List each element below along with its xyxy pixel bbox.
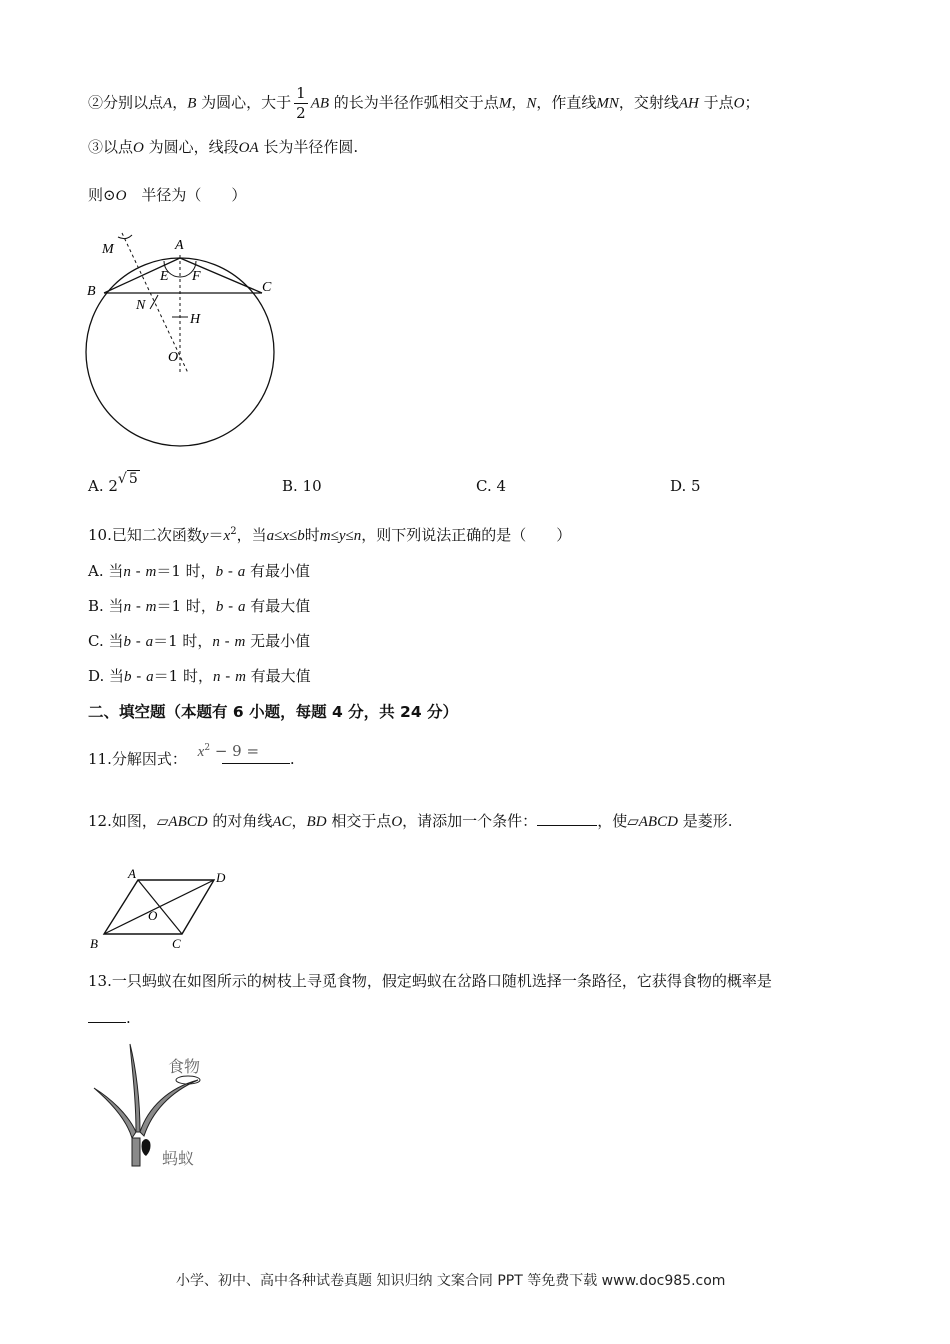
q12-parallelogram-figure bbox=[86, 866, 236, 952]
label-h: H bbox=[190, 312, 201, 327]
q13-text: 13.一只蚂蚁在如图所示的树枝上寻觅食物，假定蚂蚁在岔路口随机选择一条路径，它获得食物的概率是 bbox=[88, 972, 772, 990]
q9-step2: ②分别以点A，B 为圆心，大于 $\frac{1}{2}$ AB 的长为半径作弧相交于点M，N，作直线MN，交射线AH 于点O； bbox=[88, 84, 760, 122]
q9-option-a: A. 2√ 5 bbox=[88, 471, 138, 495]
q10-option-b: B. 当n - m＝1 时，b - a 有最大值 bbox=[88, 597, 311, 615]
label-b: B bbox=[90, 936, 98, 951]
label-ant: 蚂蚁 bbox=[162, 1149, 195, 1168]
label-n: N bbox=[136, 298, 146, 313]
trunk bbox=[132, 1138, 140, 1166]
sqrt-five: √ 5 bbox=[117, 471, 138, 487]
arc-mark-n bbox=[150, 295, 158, 309]
arc-mark-m bbox=[118, 235, 132, 239]
q9-option-c: C. 4 bbox=[476, 477, 507, 495]
label-food: 食物 bbox=[168, 1057, 201, 1076]
q11-expression: $x^2 - 9$ = bbox=[197, 742, 260, 760]
label-f: F bbox=[192, 269, 201, 284]
label-o: O bbox=[168, 350, 179, 365]
label-b: B bbox=[87, 284, 96, 299]
q13-answer-blank[interactable] bbox=[88, 1008, 126, 1023]
segment-ab bbox=[104, 258, 180, 293]
label-a: A bbox=[128, 866, 136, 881]
q11: 11.分解因式： $x^2 - 9$ = . bbox=[88, 742, 295, 768]
label-d: D bbox=[216, 870, 226, 885]
q9-step3: ③以点O 为圆心，线段OA 长为半径作圆. bbox=[88, 138, 359, 156]
right-branch bbox=[140, 1080, 198, 1136]
q12: 12.如图，▱ABCD 的对角线AC，BD 相交于点O，请添加一个条件： ，使▱ABCD 是菱形. bbox=[88, 812, 733, 830]
q10-stem: 10.已知二次函数$y=x^2$，当a≤x≤b时m≤y≤n，则下列说法正确的是（ ） bbox=[88, 526, 572, 544]
q13-branch-figure bbox=[88, 1038, 228, 1173]
label-c: C bbox=[262, 280, 272, 295]
label-e: E bbox=[160, 269, 169, 284]
label-m: M bbox=[102, 242, 114, 257]
q12-answer-blank[interactable] bbox=[537, 811, 597, 826]
label-a: A bbox=[175, 238, 184, 253]
label-o: O bbox=[148, 908, 158, 923]
q9-option-d: D. 5 bbox=[670, 477, 701, 495]
q10-option-c: C. 当b - a＝1 时，n - m 无最小值 bbox=[88, 632, 311, 650]
label-c: C bbox=[172, 936, 181, 951]
middle-branch bbox=[130, 1044, 140, 1132]
footer-text: 小学、初中、高中各种试卷真题 知识归纳 文案合同 PPT 等免费下载 www.doc985.com bbox=[176, 1273, 726, 1289]
left-branch bbox=[94, 1088, 136, 1138]
fraction-one-half: $\frac{1}{2}$ bbox=[296, 84, 306, 122]
q9-option-b: B. 10 bbox=[282, 477, 322, 495]
section2-title: 二、填空题（本题有 6 小题，每题 4 分，共 24 分） bbox=[88, 703, 459, 721]
ant-icon bbox=[142, 1139, 151, 1156]
q10-option-d: D. 当b - a＝1 时，n - m 有最大值 bbox=[88, 667, 311, 685]
q9-circle-figure bbox=[80, 225, 290, 470]
q9-question: 则⊙O 半径为（ ） bbox=[88, 186, 247, 204]
q10-option-a: A. 当n - m＝1 时，b - a 有最小值 bbox=[88, 562, 311, 580]
q13-answer-line: . bbox=[88, 1008, 131, 1027]
